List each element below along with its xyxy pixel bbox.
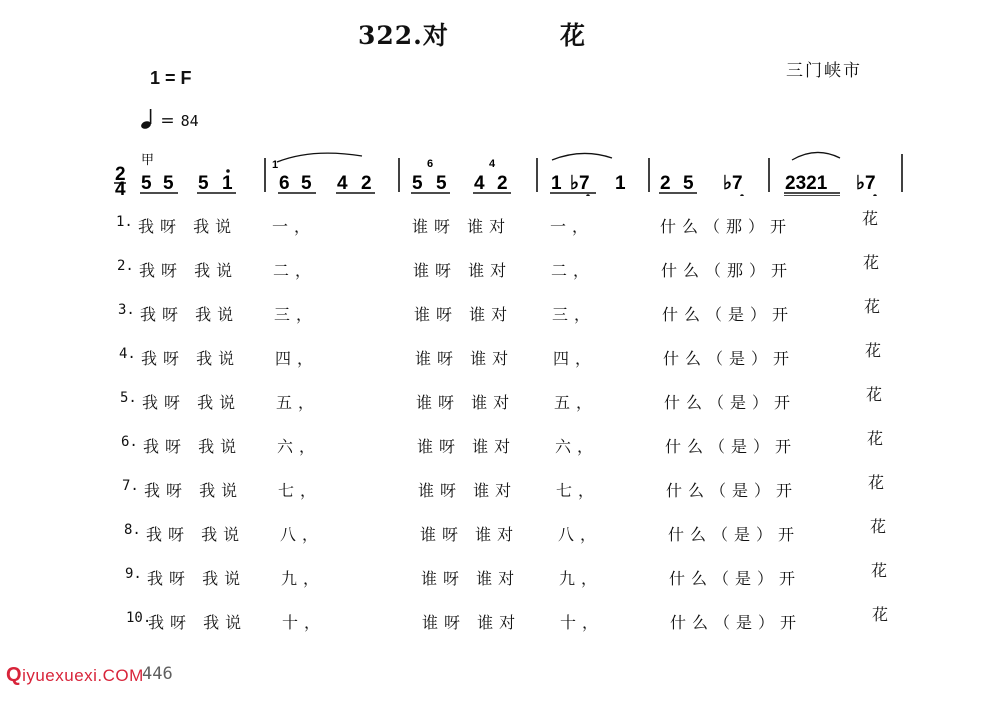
- lyric-text: 谁呀 谁对: [414, 305, 514, 324]
- notation-staff: [112, 150, 912, 196]
- note: ♭7: [723, 173, 743, 194]
- lyric-text: 四，: [553, 349, 598, 368]
- note: 4: [337, 173, 348, 194]
- note: ♭7: [856, 173, 876, 194]
- lyric-text: 一，: [272, 217, 317, 236]
- lyric-text: 六，: [277, 437, 322, 456]
- note: 5: [141, 173, 152, 194]
- watermark-q: Q: [6, 664, 23, 686]
- lyric-text: 九，: [281, 569, 326, 588]
- lyric-text: 花: [867, 429, 890, 448]
- lyric-text: 一，: [550, 217, 595, 236]
- title-char-1: 对: [422, 21, 449, 50]
- lyric-text: 什么（是）开: [666, 481, 799, 500]
- lyric-text: 我呀 我说: [138, 217, 238, 236]
- watermark-text: iyuexuexi.COM: [22, 666, 144, 685]
- lyric-text: 我呀 我说: [144, 481, 244, 500]
- lyric-text: 什么（是）开: [664, 393, 797, 412]
- lyric-text: 二，: [273, 261, 318, 280]
- lyric-text: 谁呀 谁对: [415, 349, 515, 368]
- lyric-text: 五，: [554, 393, 599, 412]
- time-sig-bottom: 4: [115, 179, 126, 196]
- note: 5: [436, 173, 447, 194]
- lyric-text: 谁呀 谁对: [420, 525, 520, 544]
- lyric-text: 三，: [274, 305, 319, 324]
- lyric-text: 谁呀 谁对: [422, 613, 522, 632]
- lyric-text: 什么（是）开: [668, 525, 801, 544]
- lyric-text: 谁呀 谁对: [421, 569, 521, 588]
- note: 1: [615, 173, 626, 194]
- lyric-text: 我呀 我说: [147, 569, 247, 588]
- lyric-text: 八，: [280, 525, 325, 544]
- lyric-text: 谁呀 谁对: [416, 393, 516, 412]
- lyric-text: 二，: [551, 261, 596, 280]
- lyric-text: 我呀 我说: [148, 613, 248, 632]
- note: 5: [301, 173, 312, 194]
- lyric-text: 花: [864, 297, 887, 316]
- lyric-text: 花: [866, 385, 889, 404]
- lyric-text: 我呀 我说: [143, 437, 243, 456]
- verse-number: 10.: [126, 610, 152, 626]
- verse-number: 6.: [121, 434, 138, 450]
- lyric-text: 我呀 我说: [142, 393, 242, 412]
- lyric-text: 谁呀 谁对: [418, 481, 518, 500]
- lyric-text: 花: [871, 561, 894, 580]
- title-number: 322.: [358, 21, 423, 50]
- slur: [552, 153, 612, 160]
- verse-number: 2.: [117, 258, 134, 274]
- page-number: 446: [142, 664, 173, 684]
- grace-note: 1: [272, 159, 279, 171]
- region-label: 三门峡市: [786, 61, 862, 81]
- quarter-note-icon: [141, 108, 155, 130]
- tempo-marking: [141, 108, 199, 131]
- note: 5: [683, 173, 694, 194]
- grace-note: 4: [489, 158, 496, 170]
- note-group: 2321: [785, 173, 828, 194]
- tempo-equals: =: [160, 111, 175, 131]
- lyric-text: 我呀 我说: [146, 525, 246, 544]
- lyric-text: 花: [870, 517, 893, 536]
- verse-number: 7.: [122, 478, 139, 494]
- verse-number: 5.: [120, 390, 137, 406]
- lyric-text: 我呀 我说: [139, 261, 239, 280]
- lyric-text: 我呀 我说: [141, 349, 241, 368]
- lyric-text: 什么（是）开: [665, 437, 798, 456]
- lyric-text: 花: [862, 209, 885, 228]
- lyric-text: 七，: [556, 481, 601, 500]
- time-sig-top: 2: [115, 164, 126, 185]
- note: 5: [163, 173, 174, 194]
- lyric-text: 什么（是）开: [662, 305, 795, 324]
- octave-dot-low: [873, 194, 877, 196]
- note: 2: [361, 173, 372, 194]
- lyric-text: 谁呀 谁对: [412, 217, 512, 236]
- lyric-text: 花: [863, 253, 886, 272]
- lyric-text: 什么（是）开: [670, 613, 803, 632]
- lyric-text: 什么（是）开: [663, 349, 796, 368]
- octave-dot-high: [226, 169, 230, 173]
- lyric-text: 三，: [552, 305, 597, 324]
- title-char-2: 花: [560, 21, 587, 50]
- verse-number: 3.: [118, 302, 135, 318]
- slur: [792, 152, 840, 160]
- verse-number: 4.: [119, 346, 136, 362]
- song-title: [358, 16, 449, 52]
- note: 1: [222, 173, 233, 194]
- lyric-text: 花: [868, 473, 891, 492]
- lyric-text: 十，: [560, 613, 605, 632]
- lyric-text: 谁呀 谁对: [413, 261, 513, 280]
- verse-number: 8.: [124, 522, 141, 538]
- key-signature: 1 = F: [150, 68, 192, 88]
- note: 6: [279, 173, 290, 194]
- octave-dot-low: [740, 194, 744, 196]
- watermark: [6, 664, 144, 687]
- note: 1: [551, 173, 562, 194]
- note: 2: [660, 173, 671, 194]
- note: 5: [198, 173, 209, 194]
- section-mark: 甲: [141, 153, 155, 168]
- lyric-text: 什么（是）开: [669, 569, 802, 588]
- slur: [277, 153, 362, 162]
- tempo-value: 84: [180, 112, 199, 130]
- note: ♭7: [570, 173, 590, 194]
- grace-note: 6: [427, 158, 434, 170]
- octave-dot-low: [586, 194, 590, 196]
- lyric-text: 谁呀 谁对: [417, 437, 517, 456]
- lyric-text: 五，: [276, 393, 321, 412]
- lyric-text: 八，: [558, 525, 603, 544]
- note: 2: [497, 173, 508, 194]
- lyric-text: 九，: [559, 569, 604, 588]
- lyric-text: 花: [872, 605, 895, 624]
- verse-number: 9.: [125, 566, 142, 582]
- lyric-text: 十，: [282, 613, 327, 632]
- verse-number: 1.: [116, 214, 133, 230]
- lyric-text: 六，: [555, 437, 600, 456]
- lyric-text: 什么（那）开: [661, 261, 794, 280]
- lyric-text: 花: [865, 341, 888, 360]
- note: 5: [412, 173, 423, 194]
- lyric-text: 七，: [278, 481, 323, 500]
- note: 4: [474, 173, 485, 194]
- lyric-text: 什么（那）开: [660, 217, 793, 236]
- lyric-text: 四，: [275, 349, 320, 368]
- lyric-text: 我呀 我说: [140, 305, 240, 324]
